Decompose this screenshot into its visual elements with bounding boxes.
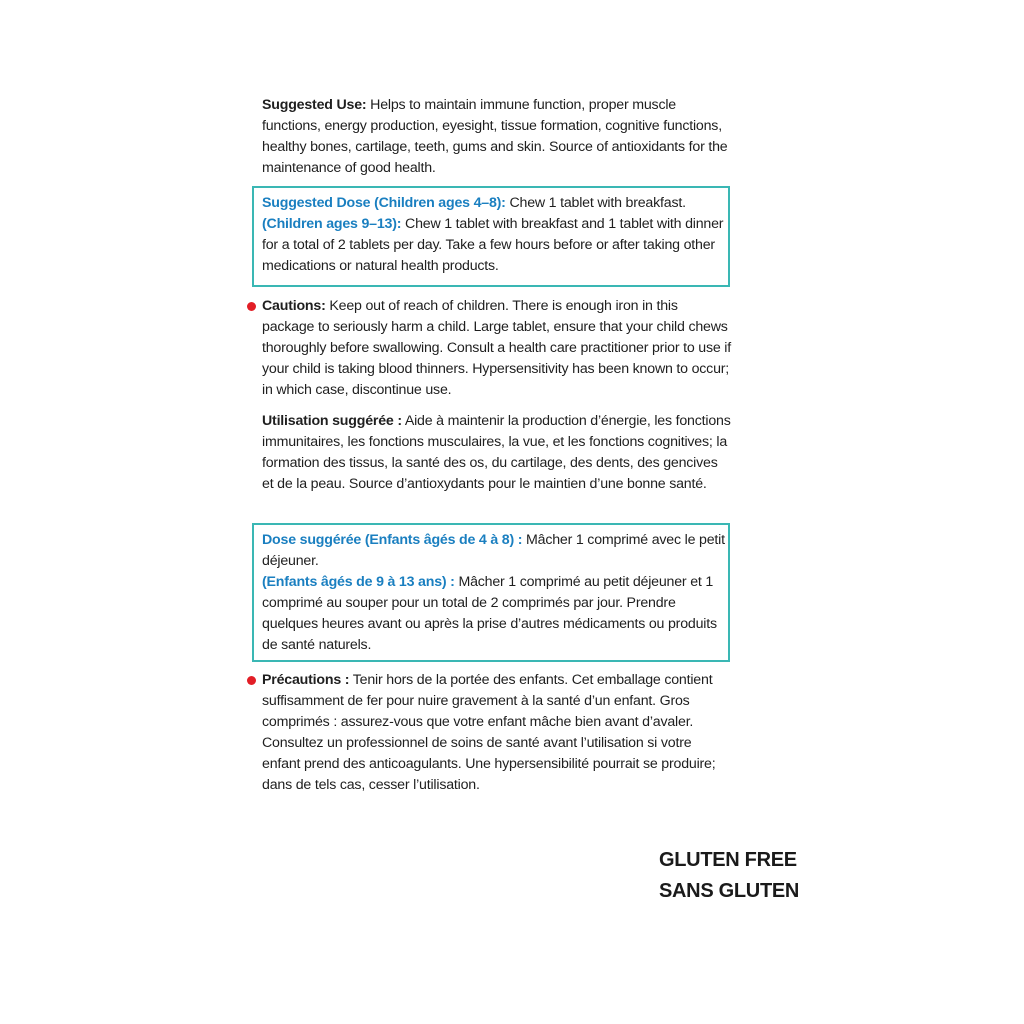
suggested-dose-en	[262, 193, 732, 277]
suggested-use-en	[262, 95, 732, 179]
cautions-en	[262, 296, 732, 401]
dose-text-children-9-13: Chew 1 tablet with breakfast and 1 tablet with dinner for a total of 2 tablets per day. Take a few hours before or after taking other medications or natural health products.	[262, 216, 724, 274]
dose-heading-children-9-13: (Children ages 9–13):	[262, 216, 402, 232]
suggested-use-heading: Suggested Use:	[262, 97, 367, 113]
suggested-use-text-fr: Aide à maintenir la production d’énergie, les fonctions immunitaires, les fonctions musculaires, la vue, et les fonctions cognitives; la formation des tissus, la santé des os, du cartilage, des dents, des gencives et de la peau. Source d’antioxydants pour le maintien d’une bonne santé.	[262, 413, 731, 492]
dose-text-children-9-13-fr: Mâcher 1 comprimé au petit déjeuner et 1 comprimé au souper pour un total de 2 comprimés par jour. Prendre quelques heures avant ou après la prise d’autres médicaments ou produits de santé naturels.	[262, 574, 717, 653]
cautions-text: Keep out of reach of children. There is enough iron in this package to seriously harm a child. Large tablet, ensure that your child chews thoroughly before swallowing. Consult a health care practitioner prior to use if your child is taking blood thinners. Hypersensitivity has been known to occur; in which case, discontinue use.	[262, 298, 732, 398]
gluten-free-fr: SANS GLUTEN	[659, 880, 800, 902]
suggested-dose-fr	[262, 530, 732, 656]
cautions-text-fr: Tenir hors de la portée des enfants. Cet emballage contient suffisamment de fer pour nuire gravement à la santé d’un enfant. Gros comprimés : assurez-vous que votre enfant mâche bien avant d’avaler. Consultez un professionnel de soins de santé avant l’utilisation si votre enfant prend des anticoagulants. Une hypersensibilité pourrait se produire; dans de tels cas, cesser l’utilisation.	[262, 672, 716, 793]
dose-heading-children-4-8: Suggested Dose (Children ages 4–8):	[262, 195, 506, 211]
suggested-use-text: Helps to maintain immune function, proper muscle functions, energy production, eyesight, tissue formation, cognitive functions, healthy bones, cartilage, teeth, gums and skin. Source of antioxidants for the maintenance of good health.	[262, 97, 728, 176]
cautions-fr	[262, 670, 732, 796]
gluten-free-en: GLUTEN FREE	[659, 849, 797, 871]
dose-text-children-4-8-fr: Mâcher 1 comprimé avec le petit déjeuner.	[262, 532, 725, 569]
cautions-heading: Cautions:	[262, 298, 326, 314]
dose-heading-children-4-8-fr: Dose suggérée (Enfants âgés de 4 à 8) :	[262, 532, 523, 548]
caution-dot-icon-fr	[247, 676, 256, 685]
dose-text-children-4-8: Chew 1 tablet with breakfast.	[505, 195, 686, 211]
dose-heading-children-9-13-fr: (Enfants âgés de 9 à 13 ans) :	[262, 574, 455, 590]
suggested-use-fr	[262, 411, 732, 495]
cautions-heading-fr: Précautions :	[262, 672, 350, 688]
caution-dot-icon	[247, 302, 256, 311]
suggested-use-heading-fr: Utilisation suggérée :	[262, 413, 402, 429]
